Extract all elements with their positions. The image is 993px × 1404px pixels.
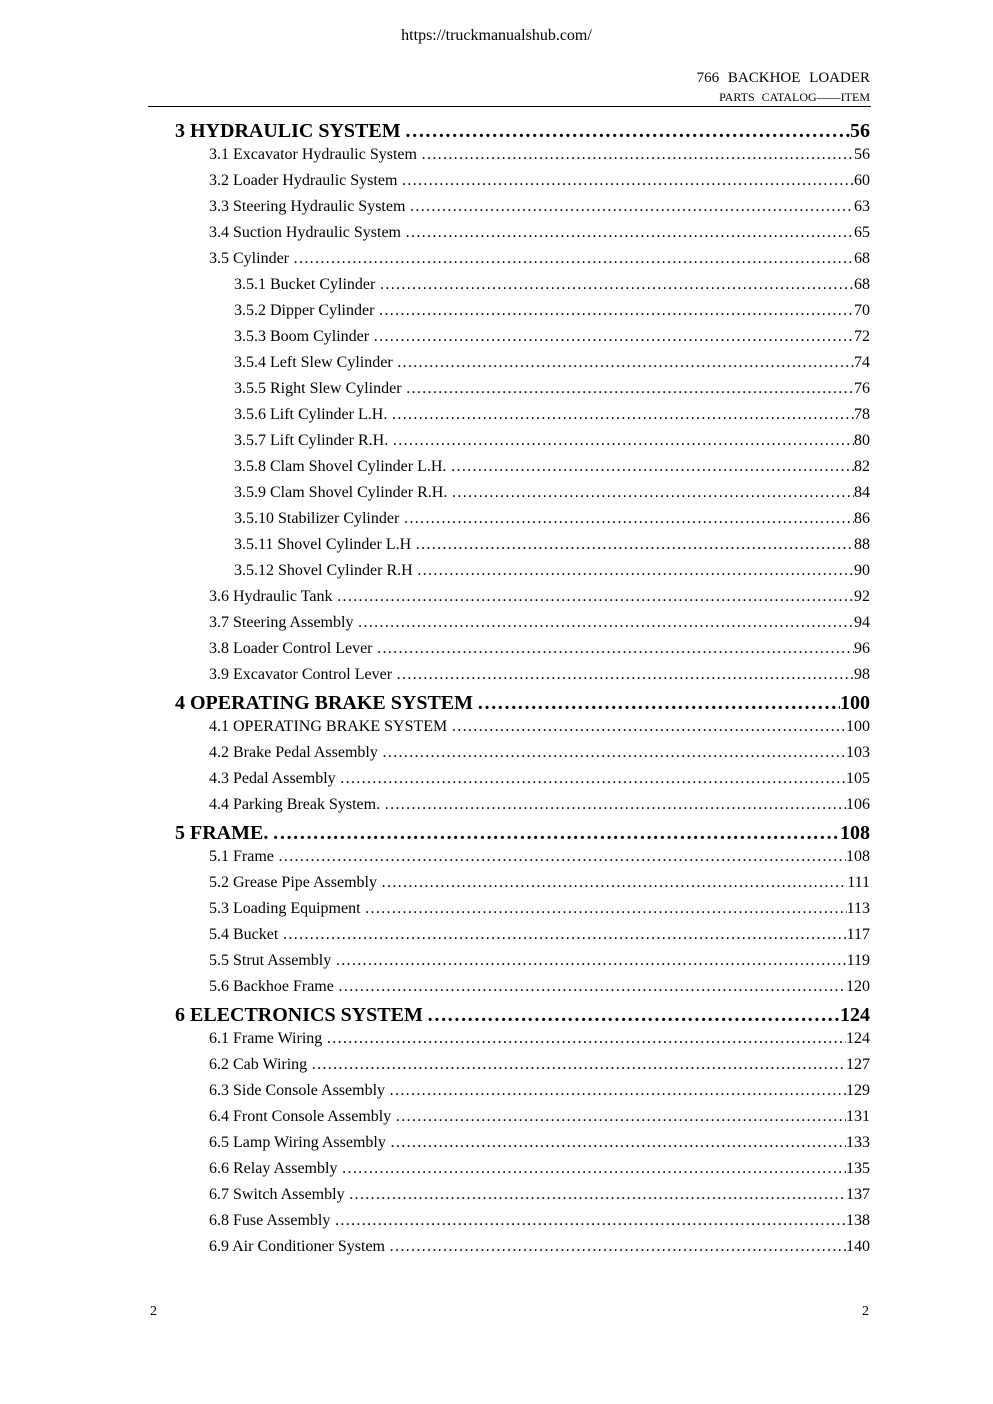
toc-leader-dots: [450, 458, 854, 476]
toc-entry-page: 68: [854, 250, 870, 267]
toc-entry-page: 124: [840, 1004, 870, 1026]
toc-entry[interactable]: [209, 900, 870, 926]
toc-entry-page: 76: [854, 380, 870, 397]
toc-entry[interactable]: [209, 718, 870, 744]
toc-entry-label: 3.5.5 Right Slew Cylinder: [234, 380, 402, 397]
toc-entry-page: 138: [846, 1212, 870, 1229]
toc-entry-page: 84: [854, 484, 870, 501]
toc-entry[interactable]: [234, 276, 870, 302]
toc-leader-dots: [389, 1238, 846, 1256]
toc-entry[interactable]: [234, 406, 870, 432]
toc-entry-label: 6.4 Front Console Assembly: [209, 1108, 392, 1125]
toc-entry-page: 70: [854, 302, 870, 319]
source-url[interactable]: https://truckmanualshub.com/: [401, 27, 592, 44]
toc-leader-dots: [334, 1212, 846, 1230]
toc-entry-label: 3.6 Hydraulic Tank: [209, 588, 333, 605]
toc-entry-label: 6.6 Relay Assembly: [209, 1160, 338, 1177]
catalog-title: 766 BACKHOE LOADER: [696, 70, 870, 86]
toc-entry[interactable]: [209, 666, 870, 692]
toc-leader-dots: [311, 1056, 846, 1074]
header-rule: [148, 106, 871, 107]
toc-entry-label: 3.4 Suction Hydraulic System: [209, 224, 401, 241]
toc-leader-dots: [341, 1160, 846, 1178]
toc-entry[interactable]: [234, 458, 870, 484]
toc-entry-page: 65: [854, 224, 870, 241]
toc-entry-page: 100: [846, 718, 870, 735]
toc-entry-label: 3.5.1 Bucket Cylinder: [234, 276, 376, 293]
toc-leader-dots: [338, 978, 846, 996]
toc-entry-page: 105: [846, 770, 870, 787]
toc-entry-page: 119: [846, 952, 870, 969]
toc-entry-label: 3.5.3 Boom Cylinder: [234, 328, 370, 345]
toc-entry[interactable]: [209, 640, 870, 666]
toc-entry-page: 63: [854, 198, 870, 215]
toc-entry-page: 68: [854, 276, 870, 293]
toc-entry-page: 86: [854, 510, 870, 527]
toc-entry-page: 80: [854, 432, 870, 449]
toc-entry[interactable]: [209, 744, 870, 770]
toc-leader-dots: [365, 900, 847, 918]
catalog-subtitle: PARTS CATALOG——ITEM: [719, 90, 870, 104]
toc-leader-dots: [421, 146, 854, 164]
toc-entry-label: 3.5.8 Clam Shovel Cylinder L.H.: [234, 458, 447, 475]
toc-entry[interactable]: [209, 1160, 870, 1186]
toc-entry[interactable]: [234, 354, 870, 380]
toc-leader-dots: [395, 1108, 846, 1126]
toc-leader-dots: [335, 952, 846, 970]
toc-leader-dots: [379, 276, 854, 294]
toc-entry-page: 74: [854, 354, 870, 371]
toc-entry[interactable]: [234, 536, 870, 562]
toc-entry-page: 129: [846, 1082, 870, 1099]
toc-leader-dots: [336, 588, 854, 606]
toc-entry-label: 3.5 Cylinder: [209, 250, 289, 267]
toc-leader-dots: [382, 744, 846, 762]
toc-entry-page: 108: [846, 848, 870, 865]
toc-entry-label: 6 ELECTRONICS SYSTEM: [175, 1004, 423, 1026]
toc-entry-label: 3.5.4 Left Slew Cylinder: [234, 354, 393, 371]
toc-leader-dots: [406, 380, 854, 398]
toc-entry-label: 3.5.11 Shovel Cylinder L.H: [234, 536, 412, 553]
toc-entry[interactable]: [234, 562, 870, 588]
toc-leader-dots: [390, 1134, 846, 1152]
toc-section-heading[interactable]: [175, 1004, 870, 1030]
toc-entry[interactable]: [209, 198, 870, 224]
toc-leader-dots: [405, 120, 850, 143]
toc-entry-page: 56: [854, 146, 870, 163]
toc-entry-label: 3.8 Loader Control Lever: [209, 640, 373, 657]
page-number-left: 2: [150, 1304, 157, 1319]
toc-leader-dots: [403, 510, 854, 528]
toc-entry-page: 90: [854, 562, 870, 579]
toc-leader-dots: [357, 614, 854, 632]
toc-section-heading[interactable]: [175, 692, 870, 718]
toc-entry[interactable]: [209, 1134, 870, 1160]
toc-leader-dots: [392, 432, 854, 450]
toc-leader-dots: [384, 796, 846, 814]
toc-entry-page: 96: [854, 640, 870, 657]
toc-entry-label: 3.9 Excavator Control Lever: [209, 666, 393, 683]
toc-entry-page: 60: [854, 172, 870, 189]
toc-entry-page: 133: [846, 1134, 870, 1151]
toc-entry[interactable]: [209, 1030, 870, 1056]
toc-entry-label: 3.2 Loader Hydraulic System: [209, 172, 398, 189]
toc-entry[interactable]: [209, 224, 870, 250]
toc-entry-page: 100: [840, 692, 870, 714]
page-number-right: 2: [862, 1304, 869, 1319]
toc-entry-label: 3.5.12 Shovel Cylinder R.H: [234, 562, 413, 579]
toc-entry-label: 5.3 Loading Equipment: [209, 900, 361, 917]
toc-entry-label: 6.1 Frame Wiring: [209, 1030, 323, 1047]
toc-entry-label: 6.7 Switch Assembly: [209, 1186, 345, 1203]
toc-entry-label: 6.3 Side Console Assembly: [209, 1082, 386, 1099]
toc-entry-page: 131: [846, 1108, 870, 1125]
toc-entry[interactable]: [209, 1082, 870, 1108]
toc-entry[interactable]: [209, 848, 870, 874]
toc-entry-page: 56: [850, 120, 870, 142]
toc-entry-label: 5 FRAME.: [175, 822, 269, 844]
toc-entry-page: 137: [846, 1186, 870, 1203]
toc-entry-page: 111: [847, 874, 870, 891]
toc-entry-label: 3 HYDRAULIC SYSTEM: [175, 120, 401, 142]
toc-entry-page: 78: [854, 406, 870, 423]
toc-entry[interactable]: [234, 484, 870, 510]
toc-leader-dots: [427, 1004, 840, 1027]
toc-entry[interactable]: [209, 770, 870, 796]
toc-entry-page: 92: [854, 588, 870, 605]
toc-entry-label: 3.1 Excavator Hydraulic System: [209, 146, 417, 163]
toc-entry[interactable]: [209, 874, 870, 900]
toc-leader-dots: [391, 406, 854, 424]
toc-leader-dots: [389, 1082, 846, 1100]
toc-entry-label: 5.2 Grease Pipe Assembly: [209, 874, 377, 891]
toc-entry-label: 4 OPERATING BRAKE SYSTEM: [175, 692, 474, 714]
toc-entry-label: 5.5 Strut Assembly: [209, 952, 332, 969]
toc-section-heading[interactable]: [175, 120, 870, 146]
toc-entry-label: 6.2 Cab Wiring: [209, 1056, 308, 1073]
toc-entry-page: 88: [854, 536, 870, 553]
toc-entry[interactable]: [209, 172, 870, 198]
toc-entry[interactable]: [209, 926, 870, 952]
toc-leader-dots: [477, 692, 840, 715]
toc-entry-page: 127: [846, 1056, 870, 1073]
toc-entry-label: 4.1 OPERATING BRAKE SYSTEM: [209, 718, 448, 735]
toc-leader-dots: [349, 1186, 846, 1204]
toc-entry-label: 3.3 Steering Hydraulic System: [209, 198, 406, 215]
toc-entry[interactable]: [234, 328, 870, 354]
toc-entry[interactable]: [209, 1212, 870, 1238]
toc-leader-dots: [451, 718, 846, 736]
toc-entry-page: 106: [846, 796, 870, 813]
toc-leader-dots: [415, 536, 854, 554]
toc-entry[interactable]: [209, 588, 870, 614]
toc-entry-page: 82: [854, 458, 870, 475]
toc-entry[interactable]: [209, 796, 870, 822]
toc-leader-dots: [417, 562, 854, 580]
toc-entry-label: 5.1 Frame: [209, 848, 274, 865]
toc-entry-page: 103: [846, 744, 870, 761]
toc-entry-page: 124: [846, 1030, 870, 1047]
toc-entry[interactable]: [209, 1056, 870, 1082]
toc-entry-page: 120: [846, 978, 870, 995]
toc-entry-page: 108: [840, 822, 870, 844]
toc-entry[interactable]: [209, 614, 870, 640]
toc-leader-dots: [396, 666, 854, 684]
toc-section-heading[interactable]: [175, 822, 870, 848]
toc-leader-dots: [373, 328, 854, 346]
toc-leader-dots: [326, 1030, 846, 1048]
toc-leader-dots: [409, 198, 854, 216]
toc-entry-page: 98: [854, 666, 870, 683]
toc-entry-label: 5.6 Backhoe Frame: [209, 978, 334, 995]
toc-leader-dots: [381, 874, 847, 892]
toc-leader-dots: [378, 302, 854, 320]
toc-entry-label: 6.5 Lamp Wiring Assembly: [209, 1134, 386, 1151]
toc-entry-page: 117: [846, 926, 870, 943]
toc-entry-page: 135: [846, 1160, 870, 1177]
toc-entry-label: 3.5.2 Dipper Cylinder: [234, 302, 375, 319]
toc-leader-dots: [272, 822, 840, 845]
toc-entry-page: 113: [846, 900, 870, 917]
toc-entry[interactable]: [209, 978, 870, 1004]
toc-entry-label: 3.5.10 Stabilizer Cylinder: [234, 510, 400, 527]
toc-leader-dots: [340, 770, 846, 788]
toc-entry[interactable]: [234, 510, 870, 536]
toc-entry[interactable]: [209, 1108, 870, 1134]
toc-entry[interactable]: [209, 1186, 870, 1212]
toc-entry[interactable]: [209, 952, 870, 978]
toc-entry-label: 6.9 Air Conditioner System: [209, 1238, 385, 1255]
toc-entry-label: 3.7 Steering Assembly: [209, 614, 354, 631]
toc-entry-label: 3.5.9 Clam Shovel Cylinder R.H.: [234, 484, 448, 501]
toc-leader-dots: [397, 354, 854, 372]
toc-entry-page: 140: [846, 1238, 870, 1255]
toc-leader-dots: [377, 640, 855, 658]
toc-leader-dots: [293, 250, 854, 268]
toc-entry-page: 94: [854, 614, 870, 631]
toc-entry-label: 3.5.6 Lift Cylinder L.H.: [234, 406, 388, 423]
toc-leader-dots: [401, 172, 854, 190]
toc-entry-label: 4.3 Pedal Assembly: [209, 770, 336, 787]
toc-entry[interactable]: [209, 250, 870, 276]
toc-leader-dots: [451, 484, 854, 502]
toc-entry[interactable]: [234, 380, 870, 406]
toc-leader-dots: [405, 224, 854, 242]
toc-entry-label: 5.4 Bucket: [209, 926, 279, 943]
toc-entry[interactable]: [209, 1238, 870, 1264]
toc-entry[interactable]: [234, 302, 870, 328]
toc-entry[interactable]: [234, 432, 870, 458]
toc-leader-dots: [282, 926, 846, 944]
toc-entry-label: 6.8 Fuse Assembly: [209, 1212, 331, 1229]
toc-entry-page: 72: [854, 328, 870, 345]
toc-entry-label: 3.5.7 Lift Cylinder R.H.: [234, 432, 389, 449]
toc-entry-label: 4.4 Parking Break System.: [209, 796, 381, 813]
toc-leader-dots: [278, 848, 846, 866]
toc-entry-label: 4.2 Brake Pedal Assembly: [209, 744, 378, 761]
toc-entry[interactable]: [209, 146, 870, 172]
